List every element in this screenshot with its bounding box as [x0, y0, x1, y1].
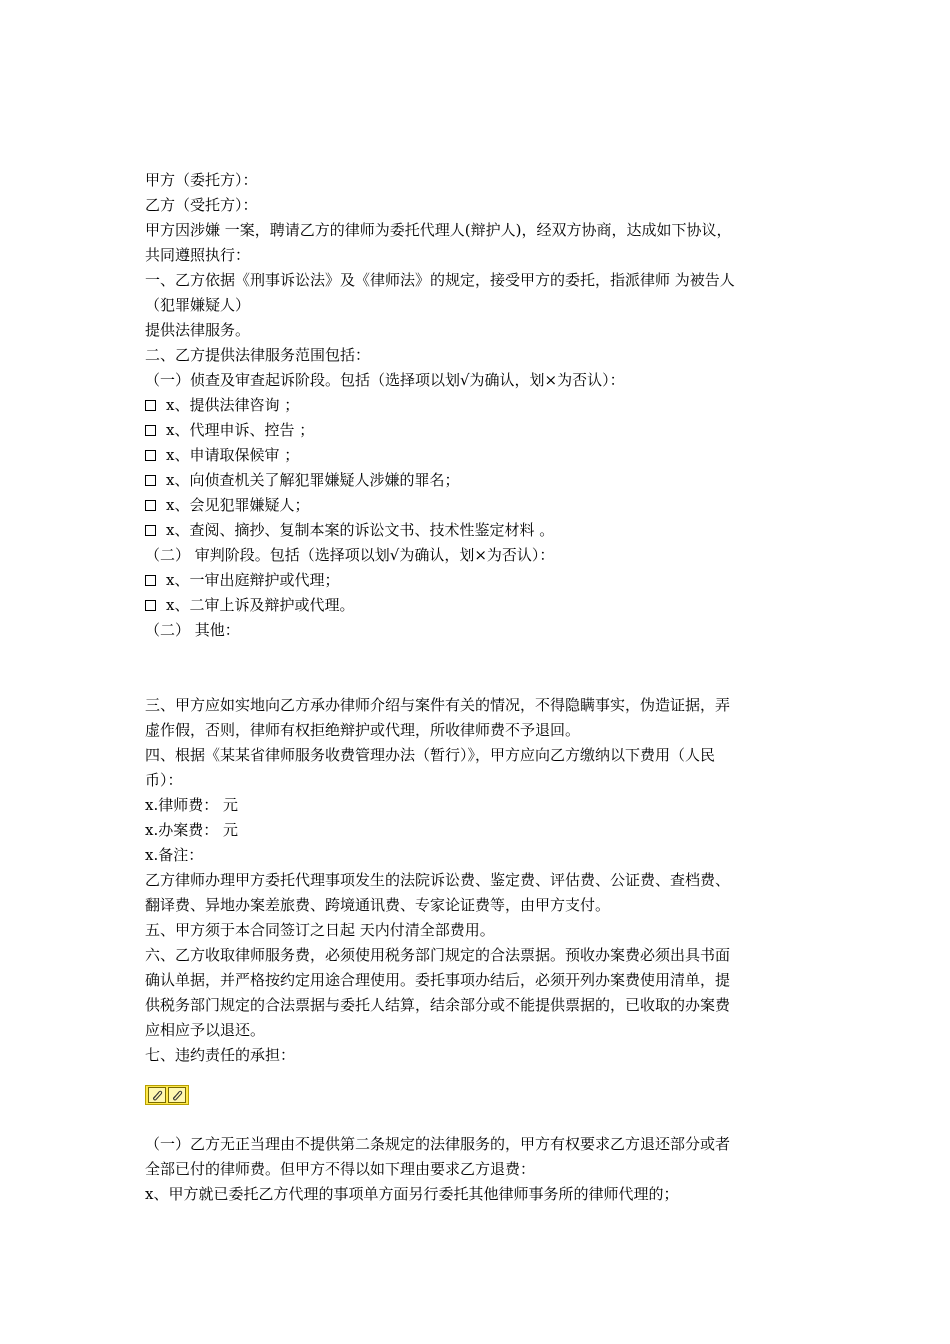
spacer: [145, 1112, 810, 1132]
checkbox-icon[interactable]: [145, 475, 156, 486]
item-text: x、代理申诉、控告 ；: [166, 421, 315, 439]
party-a-label: 甲方（委托方）：: [145, 171, 258, 189]
embedded-object-icon[interactable]: [148, 1087, 166, 1103]
clause-2-title: 二、乙方提供法律服务范围包括：: [145, 346, 371, 364]
item-text: x、向侦查机关了解犯罪嫌疑人涉嫌的罪名；: [166, 471, 460, 489]
clause-4-line: 币）：: [145, 771, 183, 789]
checkbox-icon[interactable]: [145, 400, 156, 411]
stage-1-item: [145, 443, 810, 468]
stage-1-title: （一）侦查及审查起诉阶段。包括（选择项以划√为确认，划×为否认）：: [145, 371, 625, 389]
intro-line: 甲方因涉嫌 一案，聘请乙方的律师为委托代理人(辩护人)，经双方协商，达成如下协议，: [145, 221, 732, 239]
fee-note: x.备注：: [145, 846, 204, 864]
item-text: x、会见犯罪嫌疑人；: [166, 496, 310, 514]
item-text: x、申请取保候审 ；: [166, 446, 300, 464]
checkbox-icon[interactable]: [145, 525, 156, 536]
clause-7-sub-line: 全部已付的律师费。但甲方不得以如下理由要求乙方退费：: [145, 1160, 536, 1178]
fee-detail: 翻译费、异地办案差旅费、跨境通讯费、专家论证费等，由甲方支付。: [145, 896, 611, 914]
clause-6-line: 供税务部门规定的合法票据与委托人结算，结余部分或不能提供票据的，已收取的办案费: [145, 996, 731, 1014]
item-text: x、查阅、摘抄、复制本案的诉讼文书、技术性鉴定材料 。: [166, 521, 555, 539]
item-text: x、提供法律咨询 ；: [166, 396, 300, 414]
stage-2-item: [145, 568, 810, 593]
paperclip-icon: [171, 1089, 183, 1101]
spacer: [145, 643, 810, 693]
item-text: x、一审出庭辩护或代理；: [166, 571, 340, 589]
fee-lawyer: x.律师费： 元: [145, 796, 238, 814]
fee-detail: 乙方律师办理甲方委托代理事项发生的法院诉讼费、鉴定费、评估费、公证费、查档费、: [145, 871, 731, 889]
embedded-object-toolbar[interactable]: [145, 1085, 189, 1105]
stage-1-item: [145, 518, 810, 543]
clause-7-sub-line: （一）乙方无正当理由不提供第二条规定的法律服务的，甲方有权要求乙方退还部分或者: [145, 1135, 731, 1153]
stage-1-item: [145, 393, 810, 418]
embedded-object-icon[interactable]: [168, 1087, 186, 1103]
intro-line: 共同遵照执行：: [145, 246, 251, 264]
item-text: x、二审上诉及辩护或代理。: [166, 596, 355, 614]
checkbox-icon[interactable]: [145, 575, 156, 586]
checkbox-icon[interactable]: [145, 425, 156, 436]
paperclip-icon: [151, 1089, 163, 1101]
embedded-objects: [145, 1084, 810, 1112]
clause-6-line: 应相应予以退还。: [145, 1021, 266, 1039]
clause-6-line: 六、乙方收取律师服务费，必须使用税务部门规定的合法票据。预收办案费必须出具书面: [145, 946, 731, 964]
stage-1-item: [145, 468, 810, 493]
contract-body: [145, 168, 810, 1207]
other-title: （二） 其他：: [145, 621, 240, 639]
clause-1-line: 提供法律服务。: [145, 321, 251, 339]
clause-7-sub-item: x、甲方就已委托乙方代理的事项单方面另行委托其他律师事务所的律师代理的；: [145, 1185, 679, 1203]
stage-1-item: [145, 418, 810, 443]
clause-6-line: 确认单据，并严格按约定用途合理使用。委托事项办结后，必须开列办案费使用清单，提: [145, 971, 731, 989]
clause-1-line: 一、乙方依据《刑事诉讼法》及《律师法》的规定，接受甲方的委托，指派律师 为被告人: [145, 271, 735, 289]
spacer: [145, 1068, 810, 1084]
stage-2-item: [145, 593, 810, 618]
fee-case: x.办案费： 元: [145, 821, 238, 839]
stage-1-item: [145, 493, 810, 518]
checkbox-icon[interactable]: [145, 450, 156, 461]
clause-3-line: 三、甲方应如实地向乙方承办律师介绍与案件有关的情况，不得隐瞒事实，伪造证据，弄: [145, 696, 731, 714]
checkbox-icon[interactable]: [145, 600, 156, 611]
clause-7-title: 七、违约责任的承担：: [145, 1046, 296, 1064]
stage-2-title: （二） 审判阶段。包括（选择项以划√为确认，划×为否认）：: [145, 546, 555, 564]
clause-3-line: 虚作假，否则，律师有权拒绝辩护或代理，所收律师费不予退回。: [145, 721, 581, 739]
clause-5: 五、甲方须于本合同签订之日起 天内付清全部费用。: [145, 921, 495, 939]
clause-1-line: （犯罪嫌疑人）: [145, 296, 251, 314]
clause-4-line: 四、根据《某某省律师服务收费管理办法（暂行）》，甲方应向乙方缴纳以下费用（人民: [145, 746, 716, 764]
checkbox-icon[interactable]: [145, 500, 156, 511]
party-b-label: 乙方（受托方）：: [145, 196, 258, 214]
